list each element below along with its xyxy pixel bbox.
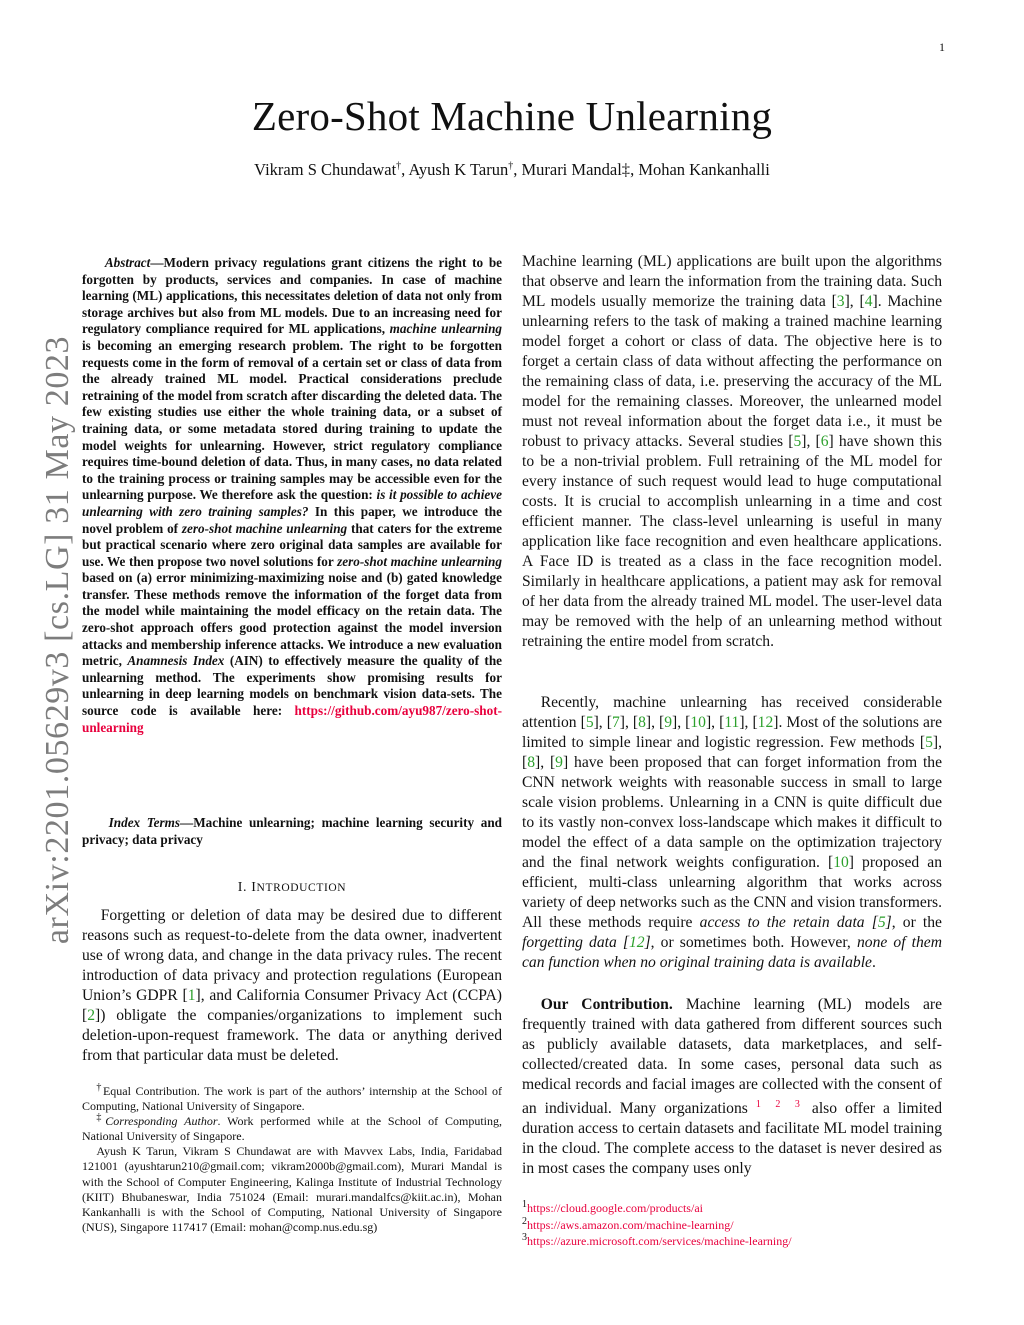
paragraph-text: ], [ [844,293,865,310]
footnote-mark: 3 [522,1232,527,1243]
footnote-text: . Work performed while at the School of Computing, National University of Singapore. [82,1114,503,1144]
citation-link[interactable]: 2 [87,1007,95,1024]
footnote-mark: 1 [522,1199,527,1210]
author-list: Vikram S Chundawat†, Ayush K Tarun†, Murari Mandal‡, Mohan Kankanhalli [254,160,770,179]
paragraph-text: Forgetting or deletion of data may be desired due to different reasons such as request-to-delete from the data owner, inadvertent use of wrong data, and change in the data privacy rules. The recent introduction of data privacy and protection regulations (European Union’s GDPR [ [82,907,502,1004]
footnote [82,1114,502,1144]
footnote [82,1084,502,1114]
paragraph-text: ], [ [672,714,691,731]
abstract [82,255,502,736]
author-name: Vikram S Chundawat [254,160,397,179]
paragraph-text: . [871,954,876,971]
footnote-link[interactable]: https://azure.microsoft.com/services/machine-learning/ [527,1234,792,1248]
citation-link[interactable]: 4 [864,293,873,310]
abstract-label: Abstract [104,255,151,270]
citation-link[interactable]: 8 [638,714,646,731]
citation-link[interactable]: 7 [611,714,620,731]
paper-title: Zero-Shot Machine Unlearning [251,93,773,139]
footnote-text: Equal Contribution. The work is part of the authors’ internship at the School of Computing, National University of Singapore. [82,1084,502,1114]
abstract-text: that caters for the extreme but practical scenario where zero original data samples are available for use. We then propose two novel solutions for [82,520,503,569]
citation-link[interactable]: 5 [877,914,886,931]
paragraph [522,995,942,1179]
emphasis: forgetting data [ [522,934,629,951]
paragraph-text: Machine learning (ML) applications are built upon the algorithms that observe and learn the information from the training data. Such ML models usually memorize the training data [ [522,253,942,310]
index-terms-label: Index Terms [108,815,181,830]
paragraph [522,693,942,973]
paragraph-text: ], [ [535,754,556,771]
contribution-heading: Our Contribution. [540,996,673,1013]
paragraph-text: ], [ [593,714,612,731]
author-name: Murari Mandal‡ [521,160,631,179]
abstract-emphasis: zero-shot machine unlearning [181,520,348,536]
footnote [522,1217,792,1234]
footnotes-left [82,1084,502,1235]
emphasis: none of them can function when no original training data is available [522,934,942,971]
footnotes-right [522,1200,792,1250]
emphasis: access to the retain data [ [699,914,878,931]
author-mark: † [396,160,402,172]
paragraph-text: ], [ [705,714,725,731]
citation-link[interactable]: 5 [793,433,802,450]
abstract-text: In this paper, we introduce the novel problem of [82,503,502,536]
source-code-link[interactable]: https://github.com/ayu987/zero-shot-unlearning [82,703,502,735]
footnote-label: Corresponding Author [105,1114,218,1129]
footnote-mark: † [96,1082,103,1093]
abstract-emphasis: Anamnesis Index [127,653,225,669]
footnote-link[interactable]: https://cloud.google.com/products/ai [527,1201,703,1215]
citation-link[interactable]: 8 [527,754,535,771]
abstract-emphasis: machine unlearning [389,321,503,337]
author-mark: † [508,160,514,172]
paragraph-text: Recently, machine unlearning has received considerable attention [ [522,694,942,731]
abstract-text: —Modern privacy regulations grant citizens the right to be forgotten by products, services and companies. In case of machine learning (ML) applications, this necessitates deletion of data not only from storage archives but also from ML models. Due to an increasing need for regulatory compliance required for ML applications, [82,255,503,337]
paragraph-text: also offer a limited duration access to certain datasets and facilitate ML model training in the cloud. The complete access to the dataset is never desired as in most cases the company uses only [522,1100,943,1177]
paragraph-text: ]) obligate the companies/organizations to implement such deletion-upon-request framework. The data or anything derived from that particular data must be deleted. [82,1007,502,1064]
citation-link[interactable]: 12 [757,714,774,731]
citation-link[interactable]: 9 [664,714,673,731]
citation-link[interactable]: 5 [925,734,933,751]
footnote: Ayush K Tarun, Vikram S Chundawat are with Mavvex Labs, India, Faridabad 121001 (ayushtarun210@gmail.com; vikram2000b@gmail.com), Murari Mandal is with the School of Computer Engineering, Kalinga Institute of Industrial Technology (KIIT) Bhubaneswar, India 751024 (Email: murari.mandalfcs@kiit.ac.in), Mohan Kankanhalli is with the School of Computing, National University of Singapore (NUS), Singapore 117417 (Email: mohan@comp.nus.edu.sg) [82,1144,502,1234]
abstract-text: based on (a) error minimizing-maximizing noise and (b) gated knowledge transfer. These methods remove the information of the forget data from the model while maintaining the model efficacy on the retain data. The zero-shot approach offers good protection against the model inversion attacks and membership inference attacks. We introduce a new evaluation metric, [82,570,502,669]
author-name: Mohan Kankanhalli [638,160,770,179]
emphasis: ] [885,914,892,931]
footnote-link[interactable]: https://aws.amazon.com/machine-learning/ [527,1217,734,1232]
paragraph-text: ]. Machine unlearning refers to the task of making a trained machine learning model forget a cohort or class of data. The objective here is to forget a certain class of data without affecting the performance on the remaining class of data, i.e. preserving the accuracy of the ML model for the remaining classes. Moreover, the unlearned model must not reveal information about the forget data i.e., it must be robust to privacy attacks. Several studies [ [522,293,942,450]
paragraph-text: ], [ [739,714,758,731]
section-title-rest: NTRODUCTION [256,882,347,894]
footnote [522,1200,792,1217]
paragraph-text: , or the [891,914,942,931]
paragraph-text: , or sometimes both. However, [650,934,851,951]
index-terms [82,815,502,848]
paragraph-text: ], [ [801,433,821,450]
footnote-mark: 2 [522,1215,527,1227]
page-number: 1 [939,40,945,54]
paragraph-text: ] proposed an efficient, multi-class unlearning algorithm that works across variety of deep networks such as the CNN and vision transformers. All these methods require [522,854,942,931]
index-terms-text: —Machine unlearning; machine learning security and privacy; data privacy [82,815,502,847]
intro-paragraph [82,906,502,1066]
section-heading [82,880,502,896]
citation-link[interactable]: 10 [690,714,706,731]
footnote-refs[interactable]: 1 2 3 [755,1099,804,1110]
abstract-emphasis: is it possible to achieve unlearning with zero training samples? [82,487,502,519]
paragraph [522,252,942,652]
citation-link[interactable]: 9 [555,754,563,771]
abstract-text: is becoming an emerging research problem. The right to be forgotten requests come in the form of removal of a certain set or class of data from the already trained ML model. Practical considerations preclude retraining of the model from scratch after discarding the deleted data. The few existing studies use either the whole training data, or a subset of training data, or some metadata stored during training to update the model weights for unlearning. However, strict regulatory compliance requires time-bound deletion of data. Thus, in many cases, no data related to the training process or training samples may be accessible even for the unlearning purpose. We therefore ask the question: [82,337,502,503]
section-title-cap: I [251,880,257,895]
paragraph-text: ], and California Consumer Privacy Act (CCPA) [ [82,987,502,1024]
citation-link[interactable]: 1 [187,987,196,1004]
paragraph-text: ] have been proposed that can forget information from the CNN network weights with reasonable success in small to large scale vision problems. Unlearning in a CNN is quite difficult due to its vastly non-convex loss-landscape which makes it difficult to model the effect of a data sample on the optimization trajectory and the final network weights configuration. [ [522,754,942,871]
citation-link[interactable]: 10 [833,854,849,871]
paragraph-text: ]. Most of the solutions are limited to simple linear and logistic regression. Few methods [ [522,714,943,751]
citation-link[interactable]: 6 [820,433,829,450]
citation-link[interactable]: 11 [724,714,740,731]
paragraph-text: ], [ [522,734,942,771]
citation-link[interactable]: 5 [585,714,594,731]
abstract-text: (AIN) to effectively measure the quality of the unlearning method. The experiments show promising results for unlearning in deep learning models on benchmark vision data-sets. The source code is available here: [82,653,503,719]
section-number: I. [237,880,248,895]
paragraph-text: ], [ [645,714,665,731]
arxiv-stamp[interactable]: arXiv:2201.05629v3 [cs.LG] 31 May 2023 [39,335,76,945]
paragraph-text: Machine learning (ML) models are frequently trained with data gathered from different sources such as publicly available datasets, data marketplaces, and self-collected/created data. In some cases, personal data such as medical records and facial images are collected with the consent of an individual. Many organizations [522,996,942,1117]
paragraph-text: ] have shown this to be a non-trivial problem. Full retraining of the ML model for every instance of such request would lead to huge computational costs. It is crucial to accomplish unlearning in a time and cost efficient manner. The class-level unlearning is useful in many application like face recognition and even healthcare applications. A Face ID is treated as a class in the face recognition model. Similarly in healthcare applications, a patient may ask for removal of her data from the already trained ML model. The user-level data may be removed with the help of an unlearning method without retraining the entire model from scratch. [522,433,942,650]
citation-link[interactable]: 12 [628,934,645,951]
author-name: Ayush K Tarun [408,160,509,179]
footnote [522,1233,792,1250]
citation-link[interactable]: 3 [836,293,845,310]
emphasis: ] [644,934,651,951]
footnote-mark: ‡ [96,1112,106,1124]
paragraph-text: ], [ [619,714,639,731]
abstract-emphasis: zero-shot machine unlearning [337,553,502,569]
